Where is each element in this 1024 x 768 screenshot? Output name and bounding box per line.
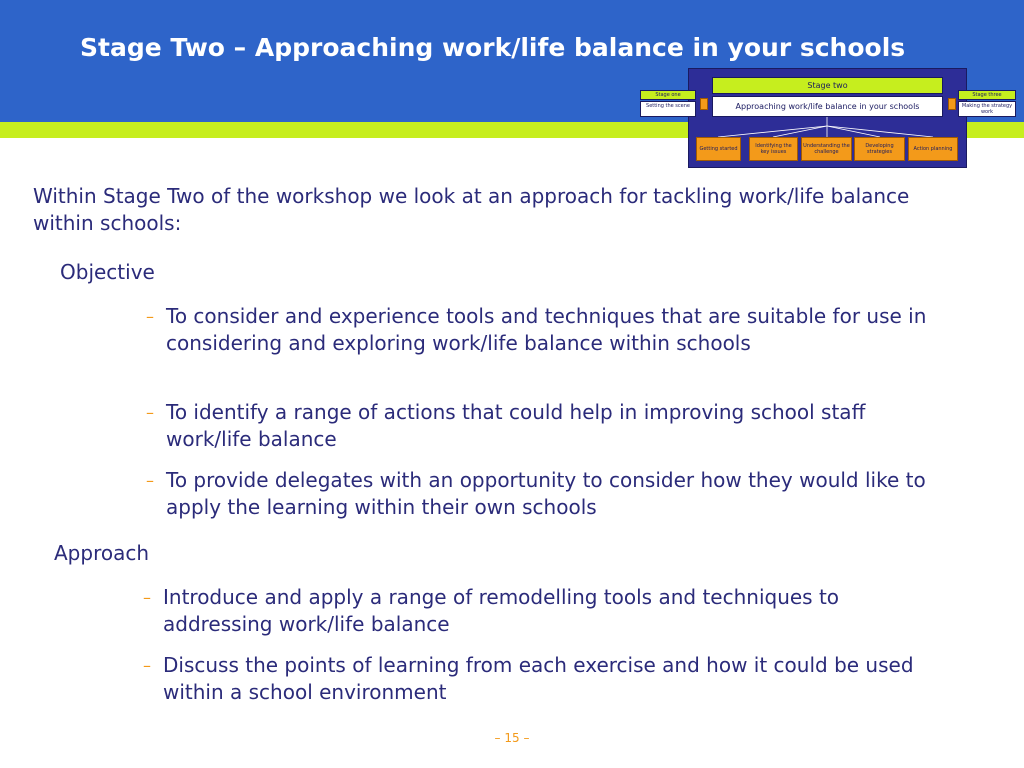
stage-two-box: Approaching work/life balance in your schools [712, 96, 943, 117]
bullet-dash: – [146, 307, 154, 326]
bullet-dash: – [146, 403, 154, 422]
page-number: – 15 – [494, 731, 530, 745]
approach-item: Introduce and apply a range of remodelling tools and techniques to addressing work/life balance [163, 585, 840, 636]
left-connector-marker [700, 98, 708, 110]
objective-item: To identify a range of actions that could help in improving school staff work/life balance [166, 400, 866, 451]
stage-one-label: Stage one [640, 90, 696, 100]
sub-step-identifying-issues: Identifying the key issues [749, 137, 798, 161]
bullet-dash: – [143, 588, 151, 607]
stage-two-label: Stage two [712, 77, 943, 94]
stage-diagram [640, 68, 1018, 168]
slide-title: Stage Two – Approaching work/life balance in your schools [80, 33, 906, 62]
objective-item: To consider and experience tools and techniques that are suitable for use in considering and exploring work/life balance within schools [166, 304, 927, 355]
sub-step-action-planning: Action planning [908, 137, 958, 161]
bullet-dash: – [146, 471, 154, 490]
stage-three-box: Making the strategy work [958, 101, 1016, 117]
bullet-dash: – [143, 656, 151, 675]
right-connector-marker [948, 98, 956, 110]
stage-one-box: Setting the scene [640, 101, 696, 117]
objective-heading: Objective [60, 260, 155, 284]
stage-three-label: Stage three [958, 90, 1016, 100]
sub-step-developing-strategies: Developing strategies [854, 137, 905, 161]
approach-heading: Approach [54, 541, 150, 565]
sub-step-understanding-challenge: Understanding the challenge [801, 137, 852, 161]
intro-paragraph: Within Stage Two of the workshop we look at an approach for tackling work/life balance within schools: [33, 184, 910, 235]
objective-item: To provide delegates with an opportunity to consider how they would like to apply the learning within their own schools [166, 468, 926, 519]
sub-step-getting-started: Getting started [696, 137, 741, 161]
approach-item: Discuss the points of learning from each exercise and how it could be used within a school environment [163, 653, 914, 704]
